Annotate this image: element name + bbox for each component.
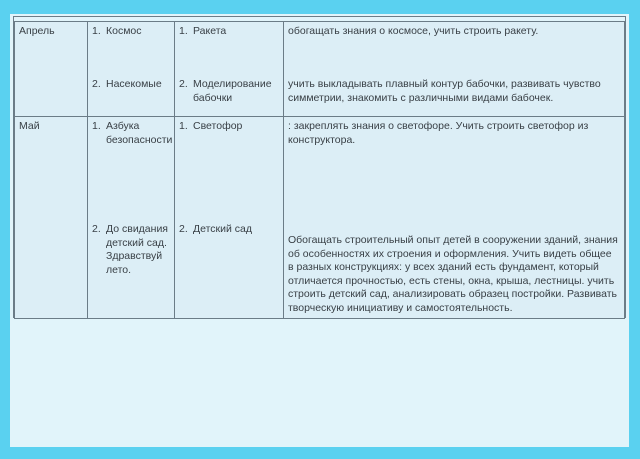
construction-item xyxy=(179,120,278,223)
construction-item xyxy=(179,25,278,78)
month-cell xyxy=(15,117,88,319)
month-label: Апрель xyxy=(19,25,55,37)
slide xyxy=(10,14,629,447)
objective-text: учить выкладывать плавный контур бабочки, развивать чувство симметрии, знакомить с различными видами бабочек. xyxy=(288,78,601,104)
lesson-plan-table xyxy=(13,16,626,318)
month-cell xyxy=(15,22,88,117)
objective-text: Обогащать строительный опыт детей в сооружении зданий, знания об особенностях их строения и оформления. Учить видеть общее в разных конструкциях: у всех зданий есть фундамент, который отличается прочностью, есть стены, окна, крыша, лестницы. учить строить детский сад, анализировать образец постройки. Развивать творческую инициативу и самостоятельность. xyxy=(288,234,618,314)
item-number: 2. xyxy=(179,223,188,235)
theme-item xyxy=(92,78,169,92)
theme-item xyxy=(92,120,173,223)
item-text: Азбука безопасности xyxy=(106,120,173,146)
item-number: 1. xyxy=(92,25,101,37)
constructions-cell xyxy=(175,117,284,319)
item-text: Насекомые xyxy=(106,78,162,90)
item-text: Светофор xyxy=(193,120,243,132)
item-text: Моделирование бабочки xyxy=(193,78,272,104)
item-number: 1. xyxy=(179,25,188,37)
item-number: 1. xyxy=(179,120,188,132)
theme-item xyxy=(92,223,169,277)
theme-item xyxy=(92,25,169,78)
objective-text: : закреплять знания о светофоре. Учить строить светофор из конструктора. xyxy=(288,120,589,146)
item-text: Детский сад xyxy=(193,223,253,235)
item-text: Ракета xyxy=(193,25,227,37)
item-number: 2. xyxy=(92,223,101,235)
objectives-cell xyxy=(284,117,625,319)
item-text: Космос xyxy=(106,25,142,37)
item-number: 2. xyxy=(92,78,101,90)
plan-table xyxy=(14,21,625,319)
constructions-cell xyxy=(175,22,284,117)
item-number: 2. xyxy=(179,78,188,90)
item-number: 1. xyxy=(92,120,101,132)
table-row-may xyxy=(15,117,625,319)
table-row-april xyxy=(15,22,625,117)
month-label: Май xyxy=(19,120,40,132)
construction-item xyxy=(179,223,278,237)
themes-cell xyxy=(88,22,175,117)
themes-cell xyxy=(88,117,175,319)
objectives-cell xyxy=(284,22,625,117)
item-text: До свидания детский сад. Здравствуй лето. xyxy=(106,223,168,276)
objective-text: обогащать знания о космосе, учить строить ракету. xyxy=(288,25,539,37)
construction-item xyxy=(179,78,278,105)
